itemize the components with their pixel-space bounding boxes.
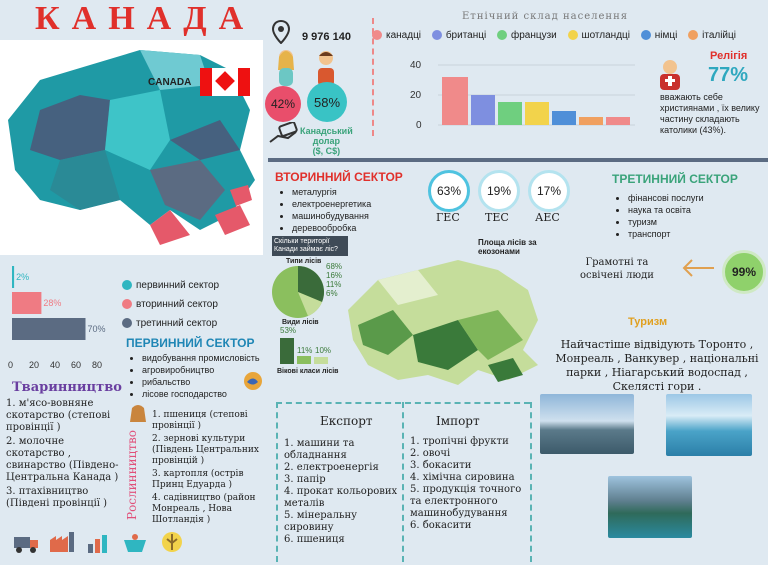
- canada-map: [0, 40, 263, 255]
- sectors-legend-label: первинний сектор: [136, 280, 220, 291]
- list-item: 3. картопля (острів Принц Едуарда ): [152, 469, 244, 490]
- nuclear-label: АЕС: [535, 211, 560, 224]
- sectors-legend-item: [122, 314, 219, 333]
- nuclear-pct: 17%: [528, 170, 570, 212]
- list-item: • агровиробництво: [142, 364, 282, 376]
- crops-list: [152, 410, 270, 526]
- female-pct-badge: 42%: [265, 86, 301, 122]
- list-item: 4. садівництво (район Монреаль , Нова Шотландія ): [152, 493, 256, 525]
- list-item: 4. прокат кольорових металів: [284, 486, 398, 509]
- area-value: 9 976 140: [302, 31, 351, 43]
- trade-divider-top: [276, 402, 530, 404]
- thermal-pct: 19%: [478, 170, 520, 212]
- sectors-bar-label: 70%: [87, 324, 106, 334]
- list-item: • лісове господарство: [142, 388, 282, 400]
- ethnic-bar-other: [606, 117, 630, 125]
- species-pct: 53%: [280, 326, 297, 335]
- map-label: CANADA: [148, 77, 192, 88]
- list-item: 3. бокасити: [410, 460, 472, 471]
- ethnic-title: Етнічний склад населення: [462, 11, 629, 22]
- literacy-line-1: Грамотні та: [585, 257, 649, 268]
- list-item: 1. пшениця (степові провінції ): [152, 410, 248, 431]
- list-item: 3. папір: [284, 474, 326, 485]
- list-item: 1. машини та обладнання: [284, 438, 355, 461]
- tourism-text: Найчастіше відвідують Торонто , Монреаль , Ванкувер , національні парки , Ніагарський водоспад , Скелясті гори .: [555, 338, 759, 393]
- money-hand-icon: [268, 122, 300, 154]
- ethnic-bar-british: [471, 95, 495, 125]
- list-item: 5. продукція точного та електронного машинобудування: [410, 484, 522, 519]
- list-item: • металургія: [292, 186, 432, 198]
- sectors-chart: [0, 262, 110, 372]
- list-item: • деревообробка: [292, 222, 432, 234]
- list-item: 2. електроенергія: [284, 462, 379, 473]
- legend-item: канадці: [372, 30, 421, 41]
- ethnic-legend: [372, 30, 767, 41]
- tertiary-list: [616, 192, 768, 240]
- tertiary-title: ТРЕТИННИЙ СЕКТОР: [612, 172, 738, 186]
- list-item: 1. тропічні фрукти: [410, 436, 509, 447]
- currency-info: [300, 126, 353, 156]
- forest-type-pct: 16%: [326, 271, 343, 280]
- species-pct: 10%: [315, 346, 332, 355]
- religion-title: Релігія: [710, 50, 748, 62]
- currency-line-2: долар: [312, 136, 340, 146]
- religion-text: вважають себе християнами , їх велику частину складають католики (43%).: [660, 92, 760, 135]
- sectors-tick-label: 60: [71, 360, 82, 370]
- sectors-legend: [122, 276, 219, 333]
- list-item: • наука та освіта: [628, 204, 768, 216]
- import-list: [410, 436, 526, 532]
- forest-ecozone-title: Площа лісів за екозонами: [478, 238, 537, 256]
- ethnic-bar-germans: [552, 111, 576, 125]
- sectors-bar: [12, 318, 86, 340]
- sectors-tick-label: 80: [92, 360, 103, 370]
- list-item: 2. овочі: [410, 448, 451, 459]
- sectors-tick-label: 0: [8, 360, 14, 370]
- sectors-legend-label: вторинний сектор: [136, 299, 218, 310]
- wheat-icon: [160, 530, 184, 558]
- male-pct-badge: 58%: [307, 82, 347, 122]
- section-divider: [268, 158, 768, 162]
- forest-type-pct: 68%: [326, 262, 343, 271]
- basket-icon: [122, 532, 148, 558]
- ethnic-bar-canadians: [442, 77, 468, 125]
- crops-title: Рослинництво: [125, 430, 139, 520]
- sectors-tick-label: 20: [29, 360, 40, 370]
- forest-area-title: Скільки території Канади займає ліс?: [272, 236, 348, 256]
- export-title: Експорт: [320, 414, 373, 428]
- priest-icon: [655, 58, 685, 94]
- legend-item: французи: [497, 30, 557, 41]
- sectors-tick-label: 40: [50, 360, 61, 370]
- currency-line-3: ($, C$): [312, 146, 341, 156]
- sectors-bar: [12, 266, 14, 288]
- primary-title: ПЕРВИННИЙ СЕКТОР: [126, 336, 255, 350]
- list-item: 6. пшениця: [284, 534, 345, 545]
- forest-map: [338, 250, 548, 390]
- chart-icon: [86, 532, 112, 558]
- list-item: 6. бокасити: [410, 520, 472, 531]
- list-item: 1. м'ясо-вовняне скотарство (степові провінції ): [6, 398, 111, 433]
- location-pin-icon: [272, 20, 290, 48]
- list-item: 4. хімічна сировина: [410, 472, 515, 483]
- species-bar: [297, 356, 311, 364]
- literacy-line-2: освічені люди: [580, 270, 654, 281]
- religion-pct: 77%: [708, 64, 749, 86]
- list-item: 5. мінеральну сировину: [284, 510, 357, 533]
- forest-species-title: Види лісів: [282, 319, 319, 326]
- livestock-list: [6, 398, 124, 510]
- ethnic-bar-french: [498, 102, 522, 125]
- ethnic-bar-italians: [579, 117, 603, 125]
- literacy-text: [580, 256, 654, 282]
- list-item: • видобування промисловість: [142, 352, 282, 364]
- export-list: [284, 438, 398, 546]
- list-item: 2. молочне скотарство , свинарство (Південо-Центральна Канада ): [6, 436, 119, 483]
- legend-item: італійці: [688, 30, 736, 41]
- secondary-list: [280, 186, 432, 234]
- sectors-legend-item: [122, 276, 219, 295]
- trade-divider-mid: [402, 402, 404, 562]
- hydro-pct: 63%: [428, 170, 470, 212]
- species-pct: 11%: [297, 346, 313, 355]
- niagara-photo: [666, 394, 752, 456]
- ethnic-bar-scots: [525, 102, 549, 125]
- secondary-title: ВТОРИННИЙ СЕКТОР: [275, 170, 403, 184]
- species-bar: [280, 338, 294, 364]
- vancouver-photo: [540, 394, 634, 454]
- sectors-bar-label: 2%: [16, 272, 30, 282]
- canada-flag: [200, 68, 250, 96]
- list-item: • фінансові послуги: [628, 192, 768, 204]
- hydro-label: ГЕС: [436, 211, 460, 224]
- currency-line-1: Канадський: [300, 126, 353, 136]
- livestock-title: Тваринництво: [12, 380, 122, 395]
- list-item: • туризм: [628, 216, 768, 228]
- grain-bag-icon: [128, 402, 148, 428]
- tourism-title: Туризм: [628, 316, 668, 328]
- list-item: • електроенергетика: [292, 198, 432, 210]
- page-title: КАНАДА: [35, 0, 256, 37]
- list-item: 2. зернові культури (Південь Центральних провінцій ): [152, 434, 259, 466]
- list-item: • рибальство: [142, 376, 282, 388]
- sectors-bar-label: 28%: [43, 298, 62, 308]
- fish-icon: [242, 370, 264, 396]
- sectors-legend-item: [122, 295, 219, 314]
- forest-types-title: Типи лісів: [286, 258, 322, 265]
- sectors-legend-label: третинний сектор: [136, 318, 218, 329]
- list-item: • машинобудування: [292, 210, 432, 222]
- legend-item: німці: [641, 30, 678, 41]
- arrow-left-icon: [680, 258, 716, 282]
- import-title: Імпорт: [436, 414, 480, 428]
- list-item: • транспорт: [628, 228, 768, 240]
- ethnic-tick-0: 0: [416, 120, 422, 131]
- species-bar: [314, 357, 328, 364]
- ethnic-chart: [400, 55, 640, 135]
- list-item: 3. птахівництво (Південі провінції ): [6, 486, 108, 509]
- forest-type-pct: 6%: [326, 289, 338, 298]
- forest-pie: [268, 262, 328, 322]
- legend-item: шотландці: [568, 30, 630, 41]
- forest-age-title: Вікові класи лісів: [277, 368, 339, 375]
- ethnic-tick-40: 40: [410, 60, 422, 71]
- forest-type-pct: 11%: [326, 280, 342, 289]
- thermal-label: ТЕС: [485, 211, 509, 224]
- rockies-photo: [608, 476, 692, 538]
- trade-divider-left: [276, 402, 278, 562]
- truck-icon: [12, 532, 40, 558]
- trade-divider-right: [530, 402, 532, 562]
- literacy-pct: 99%: [722, 250, 766, 294]
- sectors-bar: [12, 292, 41, 314]
- factory-icon: [48, 530, 76, 558]
- ethnic-tick-20: 20: [410, 90, 422, 101]
- legend-item: британці: [432, 30, 486, 41]
